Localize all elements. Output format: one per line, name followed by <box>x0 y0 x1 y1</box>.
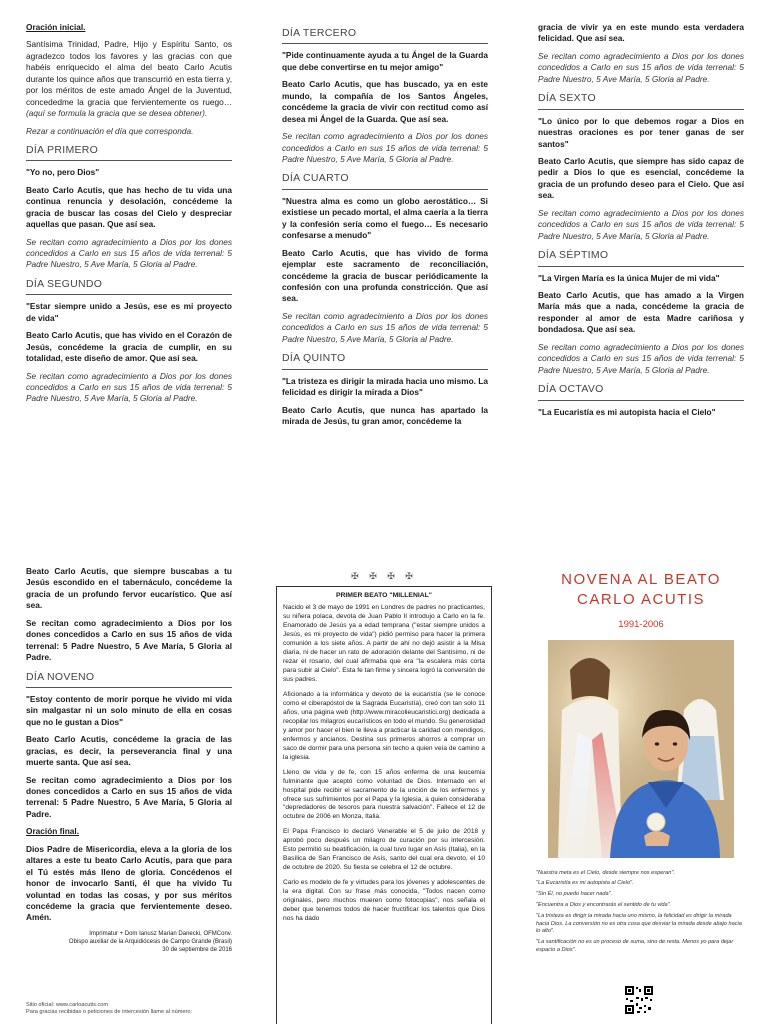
day-4-prayer: Beato Carlo Acutis, que has vivido de forma ejemplar este sacramento de reconciliación, concédeme la gracia de buscar periódicamente la confesión con una profunda constricción. Que así sea. <box>282 247 488 304</box>
cover-quote: "La tristeza es dirigir la mirada hacia uno mismo, la felicidad es dirigir la mirada hacia Dios. La conversión no es otra cosa que desviar la mirada desde abajo hacia lo alto". <box>536 912 742 935</box>
imprimatur <box>26 930 232 954</box>
day-4-quote: "Nuestra alma es como un globo aerostático… Si existiese un pecado mortal, el alma caería a la tierra y la confesión sería como el fuego… Es necesario confesarse a menudo" <box>282 195 488 241</box>
day-9-title: DÍA NOVENO <box>26 670 232 688</box>
cover-quote: "Nuestra meta es el Cielo, desde siempre nos esperan". <box>536 869 675 876</box>
day-8-quote: "La Eucaristía es mi autopista hacia el Cielo" <box>538 406 716 417</box>
portrait-illustration <box>548 640 734 858</box>
day-5-title: DÍA QUINTO <box>282 351 488 369</box>
bio-paragraph-2: Aficionado a la informática y devoto de la eucaristía (se le conoce como el ciberapóstol de la Sagrada Eucaristía), creó con tan solo 11 años, una página web (http://www.miracolieucaristici.org) dedicada a recopilar los milagros eucarísticos en todo el mundo. Su generosidad y amor por hacer el bien le lleva a practicar la caridad con mendigos, enfermos y ancianos. Destina sus primeros ahorros a comprar un saco de dormir para una persona sin techo a quien veía de camino a la iglesia. <box>283 691 485 761</box>
intro-body-note: (aquí se formula la gracia que se desea obtener). <box>26 108 208 119</box>
cover-title-line-1: NOVENA AL BEATO <box>561 571 721 588</box>
intro-instruction: Rezar a continuación el día que corresponda. <box>26 125 194 136</box>
cover-quote: "La Eucaristía es mi autopista al Cielo". <box>536 880 634 887</box>
day-6-closing: Se recitan como agradecimiento a Dios por los dones concedidos a Carlo en sus 15 años de vida terrenal: 5 Padre Nuestro, 5 Ave María, 5 Gloria al Padre. <box>538 207 744 241</box>
day-2-title: DÍA SEGUNDO <box>26 277 232 295</box>
bio-paragraph-4: El Papa Francisco lo declaró Venerable el 5 de julio de 2018 y aprobó poco después un milagro de curación por su intercesión. Esto permitió su beatificación, la cual tuvo lugar en Asís (Italia), en la Basílica de San Francisco de Asís, santo del cual era devoto, el 10 de octubre de 2020. Su fiesta se celebra el 12 de octubre. <box>283 828 485 872</box>
day-5-prayer: Beato Carlo Acutis, que nunca has apartado la mirada de Jesús, tu gran amor, concédeme la <box>282 404 488 426</box>
final-prayer-body: Dios Padre de Misericordia, eleva a la gloria de los altares a este tu beato Carlo Acutis, para que para el Tú estés más lleno de gloria. Concédenos el honor de invocarlo Santi, él que ha vivido Tu voluntad en todas las cosas, y por sus méritos concédeme la gracia que fervientemente deseo. Amén. <box>26 843 232 923</box>
day-4-title: DÍA CUARTO <box>282 171 488 189</box>
imprimatur-line-1: Imprimatur + Dom Ianusz Marian Danecki, OFMConv. <box>89 930 232 937</box>
day-6-title: DÍA SEXTO <box>538 91 744 109</box>
day-1-prayer: Beato Carlo Acutis, que has hecho de tu vida una continua renuncia y desolación, concédeme la gracia de buscar las cosas del Cielo y despreciar aquellas que pasan. Que así sea. <box>26 184 232 230</box>
day-8-prayer: Beato Carlo Acutis, que siempre buscabas a tu Jesús escondido en el tabernáculo, concédeme la gracia de un profundo fervor eucarístico. Que así sea. <box>26 566 232 611</box>
cover-title <box>536 570 746 611</box>
day-3-title: DÍA TERCERO <box>282 26 488 44</box>
day-6-prayer: Beato Carlo Acutis, que siempre has sido capaz de pedir a Dios lo que es esencial, concédeme la gracia de un profundo deseo para el Cielo. Que así sea. <box>538 155 744 201</box>
day-7-quote: "La Virgen María es la única Mujer de mi vida" <box>538 272 720 283</box>
day-4-closing: Se recitan como agradecimiento a Dios por los dones concedidos a Carlo en sus 15 años de vida terrenal: 5 Padre Nuestro, 5 Ave María, 5 Gloria al Padre. <box>282 310 488 344</box>
bio-panel <box>276 570 492 1024</box>
cover-quote: "La santificación no es un proceso de suma, sino de resta. Menos yo para dejar espacio a Dios". <box>536 939 734 954</box>
column-bottom-left <box>26 566 232 954</box>
cover-quotes <box>536 870 746 955</box>
day-7-prayer: Beato Carlo Acutis, que has amado a la Virgen María más que a nada, concédeme la gracia de responder al amor de esta Madre cariñosa y bondadosa. Que así sea. <box>538 289 744 335</box>
footer-contact <box>26 1002 256 1017</box>
column-top-middle <box>282 22 488 433</box>
cover-quote: "Encuentra a Dios y encontrarás el sentido de tu vida". <box>536 901 672 908</box>
imprimatur-line-2: Obispo auxiliar de la Arquidiócesis de Campo Grande (Brasil) <box>68 938 232 945</box>
day-2-quote: "Estar siempre unido a Jesús, ese es mi proyecto de vida" <box>26 301 232 323</box>
intro-heading: Oración inicial. <box>26 22 86 32</box>
day-1-closing: Se recitan como agradecimiento a Dios por los dones concedidos a Carlo en sus 15 años de vida terrenal: 5 Padre Nuestro, 5 Ave María, 5 Gloria al Padre. <box>26 236 232 270</box>
day-8-closing: Se recitan como agradecimiento a Dios por los dones concedidos a Carlo en sus 15 años de vida terrenal: 5 Padre Nuestro, 5 Ave María, 5 Gloria al Padre. <box>26 617 232 663</box>
day-5-prayer-continued: gracia de vivir ya en este mundo esta verdadera felicidad. Que así sea. <box>538 22 744 44</box>
final-prayer-heading: Oración final. <box>26 826 80 837</box>
intro-body <box>26 39 232 119</box>
footer-website[interactable]: Sitio oficial: www.carloacutis.com <box>26 1002 109 1008</box>
day-9-quote: "Estoy contento de morir porque he vivido mi vida sin malgastar ni un solo minuto de ella en cosas que no le gustan a Dios" <box>26 693 232 727</box>
day-5-closing: Se recitan como agradecimiento a Dios por los dones concedidos a Carlo en sus 15 años de vida terrenal: 5 Padre Nuestro, 5 Ave María, 5 Gloria al Padre. <box>538 50 744 84</box>
portrait-image <box>548 640 734 858</box>
day-2-prayer: Beato Carlo Acutis, que has vivido en el Corazón de Jesús, concédeme la gracia de cumplir, en su totalidad, este diseño de amor. Que así sea. <box>26 330 232 364</box>
day-7-title: DÍA SÉPTIMO <box>538 248 744 266</box>
day-3-prayer: Beato Carlo Acutis, que has buscado, ya en este mundo, la compañía de los Santos Ángeles, concédeme la gracia de vivir con rectitud como así desea mi Ángel de la Guarda. Que así sea. <box>282 79 488 124</box>
day-8-title: DÍA OCTAVO <box>538 382 744 400</box>
bio-paragraph-5: Carlo es modelo de fe y virtudes para los jóvenes y adolescentes de la era digital. Con su frase más conocida, "Todos nacen como originales, pero muchos mueren como fotocopias", nos señala el deber que tenemos todos de hacer fructificar los talentos que Dios nos ha dado <box>283 879 485 922</box>
column-top-left <box>26 22 232 411</box>
qr-code-graphic <box>624 985 654 1015</box>
day-9-prayer: Beato Carlo Acutis, concédeme la gracia de las gracias, es decir, la perseverancia final y una muerte santa. Que así sea. <box>26 734 232 768</box>
cover-title-line-2: CARLO ACUTIS <box>576 591 706 609</box>
bio-box <box>276 586 492 1024</box>
day-2-closing: Se recitan como agradecimiento a Dios por los dones concedidos a Carlo en sus 15 años de vida terrenal: 5 Padre Nuestro, 5 Ave María, 5 Gloria al Padre. <box>26 370 232 404</box>
cover-years: 1991-2006 <box>618 618 664 630</box>
bio-title: PRIMER BEATO "MILLENIAL" <box>335 592 433 600</box>
cross-ornaments: ✠ ✠ ✠ ✠ <box>351 571 417 581</box>
day-3-quote: "Pide continuamente ayuda a tu Ángel de la Guarda que debe convertirse en tu mejor amigo" <box>282 50 488 72</box>
bio-paragraph-3: Lleno de vida y de fe, con 15 años enferma de una leucemia fulminante que aceptó como voluntad de Dios. Internado en el hospital pide recibir el sacramento de la unción de los enfermos y ofrece sus sufrimientos por el Papa y la Iglesia, a quien consideraba "depredadores de tesoros para nuestra salvación". Fallece el 12 de octubre de 2006 en Monza, Italia. <box>283 768 485 821</box>
cover-quote: "Sin Él, no puedo hacer nada". <box>536 891 613 898</box>
footer-intercession: Para gracias recibidas o peticiones de intercesión llame al número: <box>26 1009 193 1016</box>
day-7-closing: Se recitan como agradecimiento a Dios por los dones concedidos a Carlo en sus 15 años de vida terrenal: 5 Padre Nuestro, 5 Ave María, 5 Gloria al Padre. <box>538 341 744 375</box>
day-1-title: DÍA PRIMERO <box>26 143 232 161</box>
day-6-quote: "Lo único por lo que debemos rogar a Dios en nuestras oraciones es por tener ganas de ser santos" <box>538 115 744 149</box>
cover-panel <box>536 570 746 958</box>
day-9-closing: Se recitan como agradecimiento a Dios por los dones concedidos a Carlo en sus 15 años de vida terrenal: 5 Padre Nuestro, 5 Ave María, 5 Gloria al Padre. <box>26 774 232 819</box>
intro-body-text: Santísima Trinidad, Padre, Hijo y Espíritu Santo, os agradezco todos los favores y las gracias con que habéis enriquecido el alma del beato Carlo Acutis durante los quince años que transcurrió en esta tierra y, por los méritos de este amado Ángel de la Juventud, concededme la gracia que fervientemente os ruego… <box>26 39 232 107</box>
qr-code-icon[interactable] <box>624 985 654 1015</box>
bio-paragraph-1: Nacido el 3 de mayo de 1991 en Londres de padres no practicantes, su niñera polaca, devota de Juan Pablo II introdujo a Carlo en la fe. Enamorado de Jesús ya a edad temprana ("estar siempre unidos a Jesús, es mi proyecto de vida") pidió permiso para hacer la primera comunión a los siete años. A partir de ahí no dejó asistir a la Misa diaria, ni de hacer un rato de adoración delante del Santísimo, ni de rezar el rosario, del cual afirmaba que era "la escalera más corta para subir al Cielo". Esta fe tan firme y sincera logró la conversión de sus padres. <box>283 604 485 684</box>
imprimatur-line-3: 30 de septiembre de 2016 <box>162 947 232 954</box>
day-1-quote: "Yo no, pero Dios" <box>26 167 100 178</box>
day-3-closing: Se recitan como agradecimiento a Dios por los dones concedidos a Carlo en sus 15 años de vida terrenal: 5 Padre Nuestro, 5 Ave María, 5 Gloria al Padre. <box>282 131 488 164</box>
column-top-right <box>538 22 744 424</box>
day-5-quote: "La tristeza es dirigir la mirada hacia uno mismo. La felicidad es dirigir la mirada a Dios" <box>282 375 488 398</box>
